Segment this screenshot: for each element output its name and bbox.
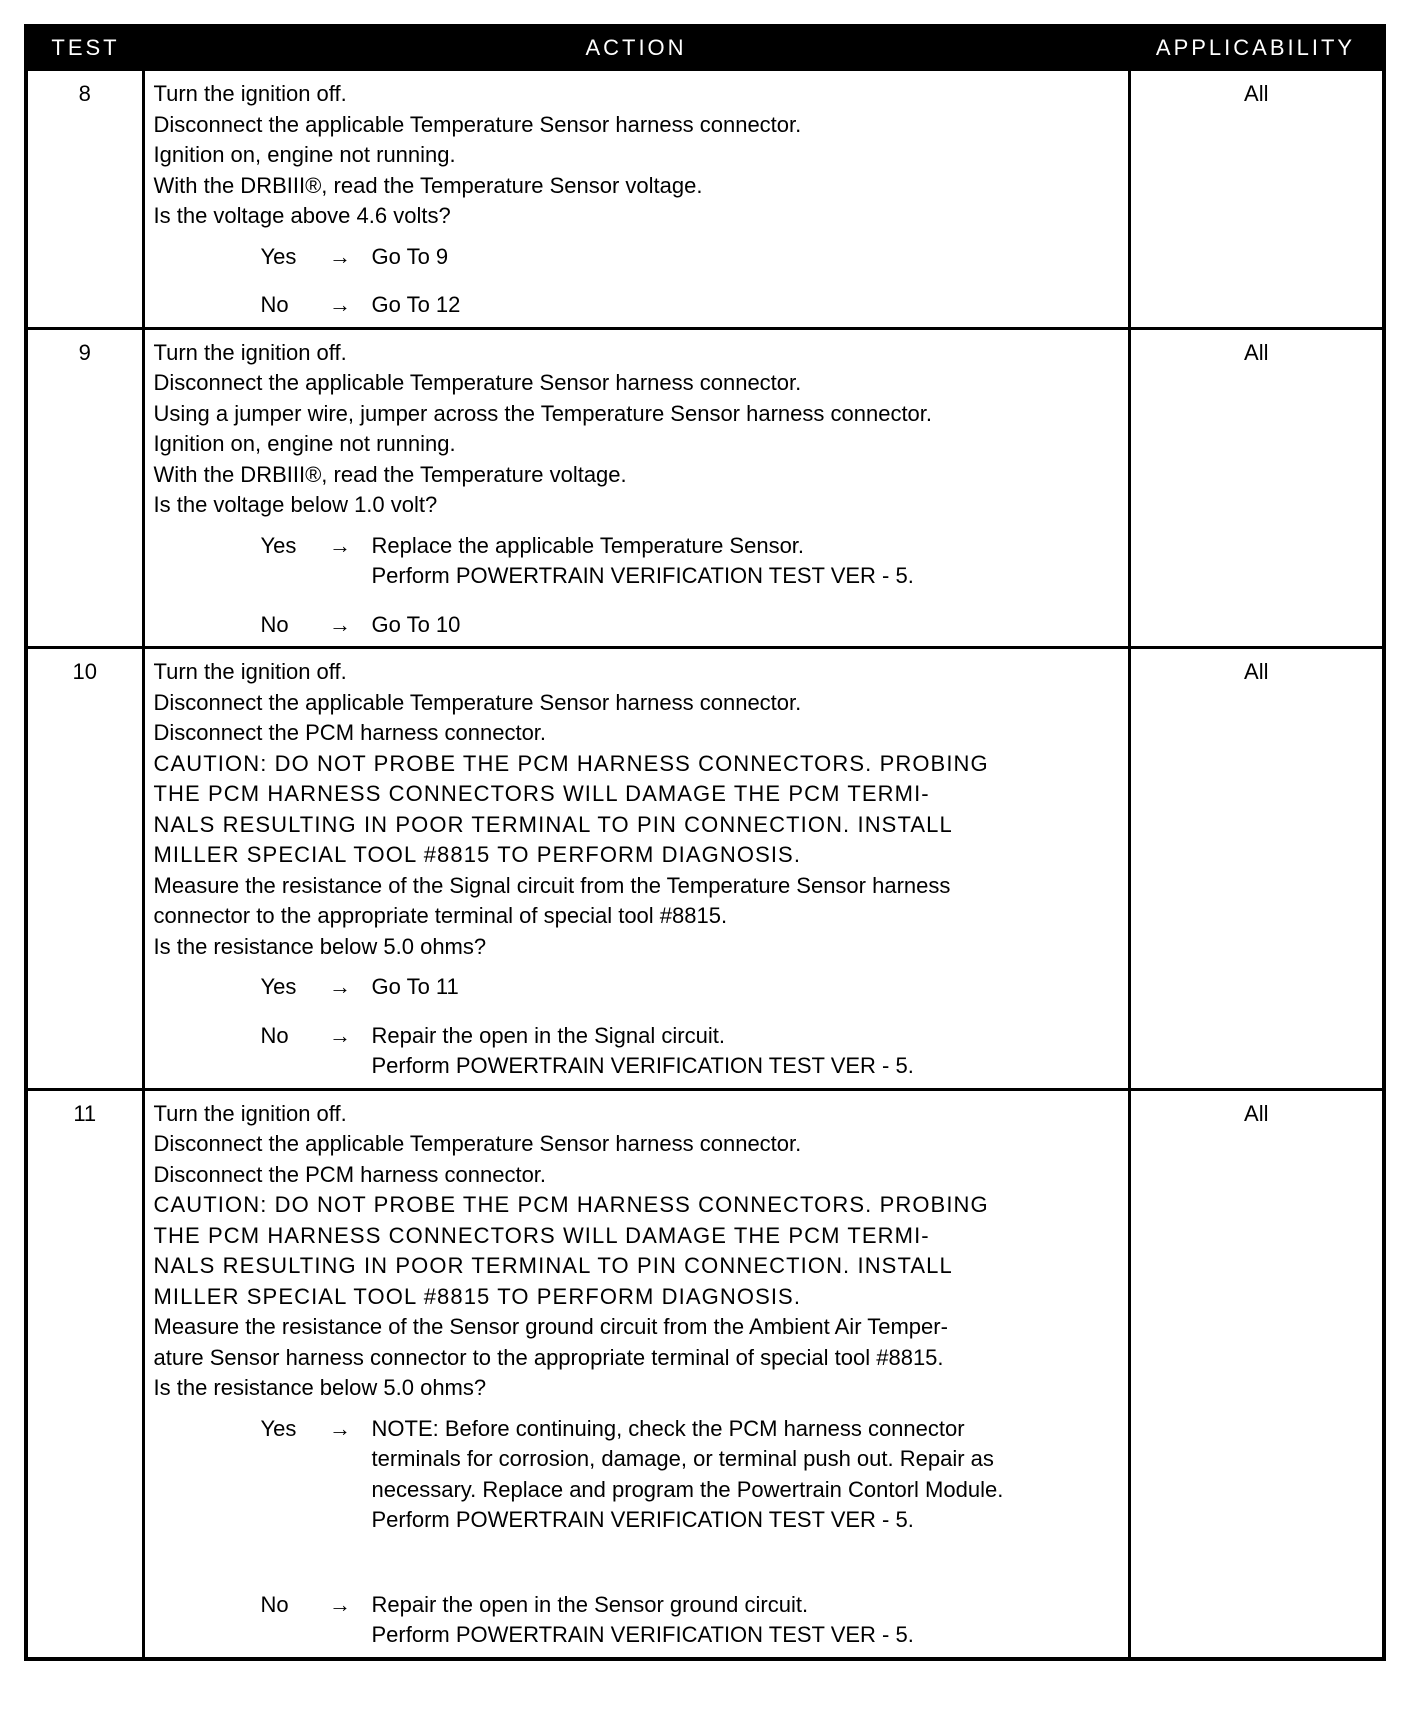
step: Turn the ignition off.	[153, 659, 347, 684]
answer-label: Yes	[260, 974, 297, 999]
caution-line: THE PCM HARNESS CONNECTORS WILL DAMAGE THE PCM TERMI-	[153, 781, 930, 806]
action-cell	[143, 70, 1129, 329]
outcome-no	[261, 290, 1122, 321]
caution-line: CAUTION: DO NOT PROBE THE PCM HARNESS CONNECTORS. PROBING	[153, 1192, 989, 1217]
step: With the DRBIII®, read the Temperature Sensor voltage.	[153, 172, 703, 198]
caution-line: MILLER SPECIAL TOOL #8815 TO PERFORM DIAGNOSIS.	[153, 842, 802, 867]
outcome-line: Perform POWERTRAIN VERIFICATION TEST VER - 5.	[371, 1622, 914, 1647]
question: Is the resistance below 5.0 ohms?	[153, 1375, 487, 1400]
test-number: 10	[26, 648, 143, 1090]
action-cell	[143, 1089, 1129, 1659]
arrow-icon: →	[329, 974, 351, 999]
step: Disconnect the PCM harness connector.	[153, 720, 547, 745]
header-action: ACTION	[143, 26, 1129, 70]
action-cell	[143, 328, 1129, 648]
outcome-no	[261, 1590, 1122, 1651]
outcome-line: Perform POWERTRAIN VERIFICATION TEST VER - 5.	[371, 1053, 914, 1078]
step: Turn the ignition off.	[153, 81, 347, 106]
outcomes	[154, 1414, 1122, 1651]
outcome-text	[372, 972, 1122, 1003]
answer-label: No	[260, 292, 289, 317]
test-row-8	[26, 70, 1384, 329]
step: Disconnect the applicable Temperature Sensor harness connector.	[153, 1131, 802, 1156]
outcome-line: Perform POWERTRAIN VERIFICATION TEST VER - 5.	[371, 1507, 914, 1532]
outcome-text	[372, 531, 1122, 592]
outcome-line: Go To 12	[371, 292, 461, 317]
outcome-yes	[261, 531, 1122, 592]
step: Measure the resistance of the Sensor ground circuit from the Ambient Air Temper-	[153, 1314, 948, 1339]
outcomes	[154, 242, 1122, 321]
arrow-icon: →	[329, 292, 351, 317]
test-number: 9	[26, 328, 143, 648]
step: Ignition on, engine not running.	[153, 431, 456, 456]
diagnostic-test-table	[24, 24, 1386, 1661]
test-row-11	[26, 1089, 1384, 1659]
outcome-line: Replace the applicable Temperature Sensor.	[371, 532, 805, 558]
question: Is the voltage below 1.0 volt?	[153, 492, 438, 517]
step: With the DRBIII®, read the Temperature voltage.	[153, 461, 627, 487]
action-cell	[143, 648, 1129, 1090]
outcome-yes	[261, 242, 1122, 273]
outcomes	[154, 972, 1122, 1082]
step: Turn the ignition off.	[153, 339, 347, 365]
applicability-cell: All	[1129, 648, 1384, 1090]
outcome-text	[372, 1414, 1122, 1536]
step: Using a jumper wire, jumper across the Temperature Sensor harness connector.	[153, 400, 933, 426]
outcome-line: NOTE: Before continuing, check the PCM harness connector	[371, 1415, 965, 1441]
outcome-line: Perform POWERTRAIN VERIFICATION TEST VER - 5.	[371, 563, 914, 588]
outcome-no	[261, 610, 1122, 641]
caution-line: THE PCM HARNESS CONNECTORS WILL DAMAGE THE PCM TERMI-	[153, 1222, 930, 1248]
caution-line: NALS RESULTING IN POOR TERMINAL TO PIN CONNECTION. INSTALL	[153, 811, 953, 837]
outcome-line: Repair the open in the Signal circuit.	[371, 1022, 725, 1048]
step: Disconnect the PCM harness connector.	[153, 1161, 547, 1187]
step: Ignition on, engine not running.	[153, 142, 456, 167]
step: Turn the ignition off.	[153, 1100, 347, 1126]
arrow-icon: →	[329, 1415, 351, 1441]
step: Measure the resistance of the Signal circuit from the Temperature Sensor harness	[153, 872, 951, 898]
question: Is the resistance below 5.0 ohms?	[153, 933, 487, 959]
caution-line: MILLER SPECIAL TOOL #8815 TO PERFORM DIAGNOSIS.	[153, 1283, 802, 1309]
caution-line: CAUTION: DO NOT PROBE THE PCM HARNESS CONNECTORS. PROBING	[153, 750, 989, 776]
outcome-text	[372, 290, 1122, 321]
outcome-line: Go To 10	[371, 611, 461, 637]
test-number: 8	[26, 70, 143, 329]
table-header	[26, 26, 1384, 70]
outcomes	[154, 531, 1122, 641]
test-number: 11	[26, 1089, 143, 1659]
step: Disconnect the applicable Temperature Sensor harness connector.	[153, 689, 802, 715]
arrow-icon: →	[329, 532, 351, 558]
outcome-no	[261, 1021, 1122, 1082]
arrow-icon: →	[329, 243, 351, 269]
step: connector to the appropriate terminal of special tool #8815.	[153, 903, 728, 928]
outcome-line: Repair the open in the Sensor ground circuit.	[371, 1591, 809, 1617]
step: Disconnect the applicable Temperature Sensor harness connector.	[153, 111, 802, 137]
outcome-line: Go To 11	[371, 974, 459, 999]
applicability-cell: All	[1129, 328, 1384, 648]
step: Disconnect the applicable Temperature Sensor harness connector.	[153, 370, 802, 395]
answer-label: Yes	[260, 532, 297, 558]
answer-label: No	[260, 1591, 289, 1617]
answer-label: No	[260, 1022, 289, 1048]
answer-label: Yes	[260, 1415, 297, 1441]
answer-label: No	[260, 611, 289, 637]
test-row-9	[26, 328, 1384, 648]
outcome-text	[372, 1590, 1122, 1651]
question: Is the voltage above 4.6 volts?	[153, 203, 451, 228]
applicability-cell: All	[1129, 1089, 1384, 1659]
outcome-yes	[261, 972, 1122, 1003]
caution-line: NALS RESULTING IN POOR TERMINAL TO PIN CONNECTION. INSTALL	[153, 1253, 953, 1278]
header-test: TEST	[26, 26, 143, 70]
outcome-text	[372, 610, 1122, 641]
step: ature Sensor harness connector to the appropriate terminal of special tool #8815.	[153, 1344, 944, 1370]
outcome-text	[372, 1021, 1122, 1082]
arrow-icon: →	[329, 1591, 351, 1617]
outcome-yes	[261, 1414, 1122, 1536]
arrow-icon: →	[329, 1022, 351, 1048]
outcome-line: necessary. Replace and program the Powertrain Contorl Module.	[371, 1476, 1004, 1502]
arrow-icon: →	[329, 611, 351, 637]
outcome-line: terminals for corrosion, damage, or terminal push out. Repair as	[371, 1446, 994, 1471]
header-applicability: APPLICABILITY	[1129, 26, 1384, 70]
applicability-cell: All	[1129, 70, 1384, 329]
outcome-text	[372, 242, 1122, 273]
answer-label: Yes	[260, 243, 297, 269]
outcome-line: Go To 9	[371, 243, 449, 269]
test-row-10	[26, 648, 1384, 1090]
